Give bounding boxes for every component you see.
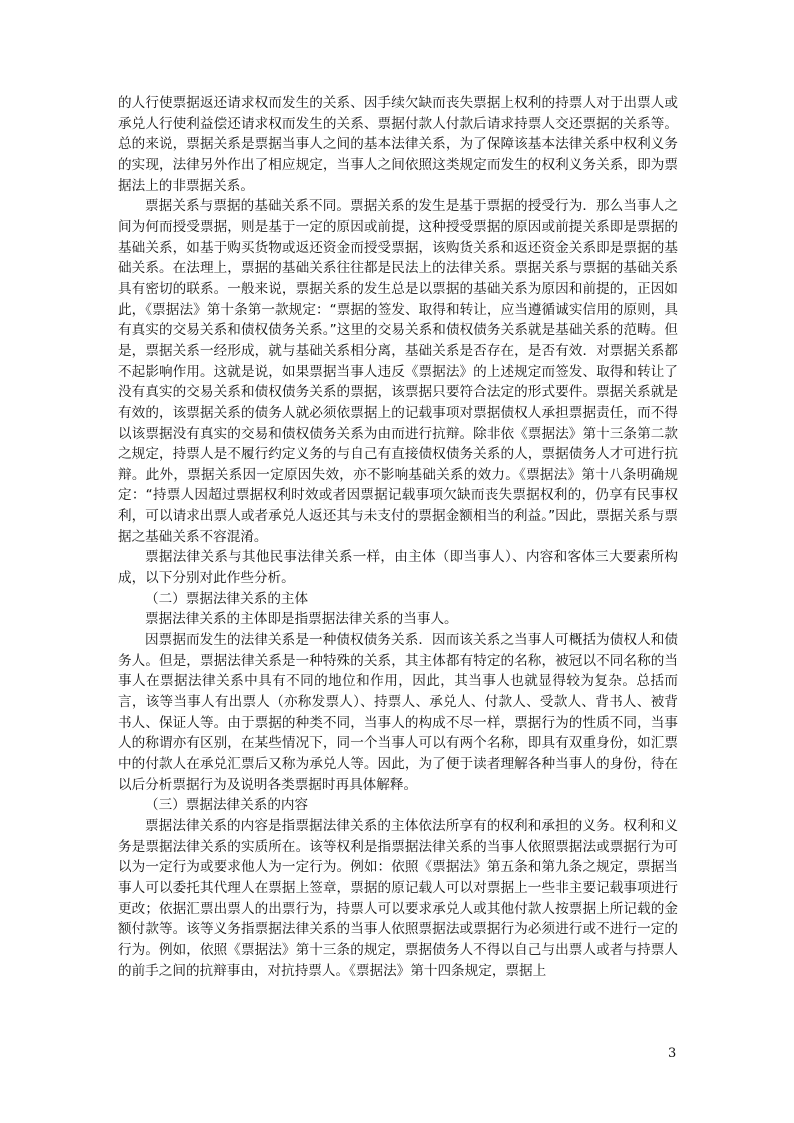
paragraph-4: 票据法律关系的主体即是指票据法律关系的当事人。: [145, 611, 458, 628]
paragraph-1: 的人行使票据返还请求权而发生的关系、因手续欠缺而丧失票据上权利的持票人对于出票人或承兑人行使利益偿还请求权而发生的关系、票据付款人付款后请求持票人交还票据的关系等。总的来说，票据关系是票据当事人之间的基本法律关系，为了保障该基本法律关系中权利义务的实现，法律另外作出了相应规定，当事人之间依照这类规定而发生的权利义务关系，即为票据法上的非票据关系。: [118, 95, 678, 194]
paragraph-5: 因票据而发生的法律关系是一种债权债务关系．因而该关系之当事人可概括为债权人和债务人。但是，票据法律关系是一种特殊的关系，其主体都有特定的名称，被冠以不同名称的当事人在票据法律关系中具有不同的地位和作用，因此，其当事人也就显得较为复杂。总括而言，该等当事人有出票人（亦称发票人）、持票人、承兑人、付款人、受款人、背书人、被背书人、保证人等。由于票据的种类不同，当事人的构成不尽一样，票据行为的性质不同，当事人的称谓亦有区别，在某些情况下，同一个当事人可以有两个名称，即具有双重身份，如汇票中的付款人在承兑汇票后又称为承兑人等。因此，为了便于读者理解各种当事人的身份，待在以后分析票据行为及说明各类票据时再具体解释。: [118, 632, 678, 793]
page-number: 3: [668, 1046, 677, 1061]
section-heading-subject: （二）票据法律关系的主体: [145, 590, 309, 607]
document-body: [118, 93, 678, 981]
paragraph-3: 票据法律关系与其他民事法律关系一样，由主体（即当事人）、内容和客体三大要素所构成，以下分别对此作些分析。: [118, 549, 678, 587]
paragraph-6: 票据法律关系的内容是指票据法律关系的主体依法所享有的权利和承担的义务。权利和义务是票据法律关系的实质所在。该等权利是指票据法律关系的当事人依照票据法或票据行为可以为一定行为或要求他人为一定行为。例如：依照《票据法》第五条和第九条之规定，票据当事人可以委托其代理人在票据上签章，票据的原记载人可以对票据上一些非主要记载事项进行更改；依据汇票出票人的出票行为，持票人可以要求承兑人或其他付款人按票据上所记载的金额付款等。该等义务指票据法律关系的当事人依照票据法或票据行为必须进行或不进行一定的行为。例如，依照《票据法》第十三条的规定，票据债务人不得以自己与出票人或者与持票人的前手之间的抗辩事由，对抗持票人。《票据法》第十四条规定，票据上: [118, 817, 678, 979]
section-heading-content: （三）票据法律关系的内容: [145, 797, 309, 814]
paragraph-2: 票据关系与票据的基础关系不同。票据关系的发生是基于票据的授受行为．那么当事人之间为何而授受票据，则是基于一定的原因或前提，这种授受票据的原因或前提关系即是票据的基础关系，如基于购买货物或返还资金而授受票据，该购货关系和返还资金关系即是票据的基础关系。在法理上，票据的基础关系往往都是民法上的法律关系。票据关系与票据的基础关系具有密切的联系。一般来说，票据关系的发生总是以票据的基础关系为原因和前提的，正因如此，《票据法》第十条第一款规定：“票据的签发、取得和转让，应当遵循诚实信用的原则，具有真实的交易关系和债权债务关系。”这里的交易关系和债权债务关系就是基础关系的范畴。但是，票据关系一经形成，就与基础关系相分离，基础关系是否存在，是否有效．对票据关系都不起影响作用。这就是说，如果票据当事人违反《票据法》的上述规定而签发、取得和转让了没有真实的交易关系和债权债务关系的票据，该票据只要符合法定的形式要件。票据关系就是有效的，该票据关系的债务人就必须依票据上的记载事项对票据债权人承担票据责任，而不得以该票据没有真实的交易和债权债务关系为由而进行抗辩。除非依《票据法》第十三条第二款之规定，持票人是不履行约定义务的与自己有直接债权债务关系的人，票据债务人才可进行抗辩。此外，票据关系因一定原因失效，亦不影响基础关系的效力。《票据法》第十八条明确规定：“持票人因超过票据权利时效或者因票据记载事项欠缺而丧失票据权利的，仍享有民事权利，可以请求出票人或者承兑人返还其与未支付的票据金额相当的利益。”因此，票据关系与票据之基础关系不容混淆。: [118, 198, 678, 545]
